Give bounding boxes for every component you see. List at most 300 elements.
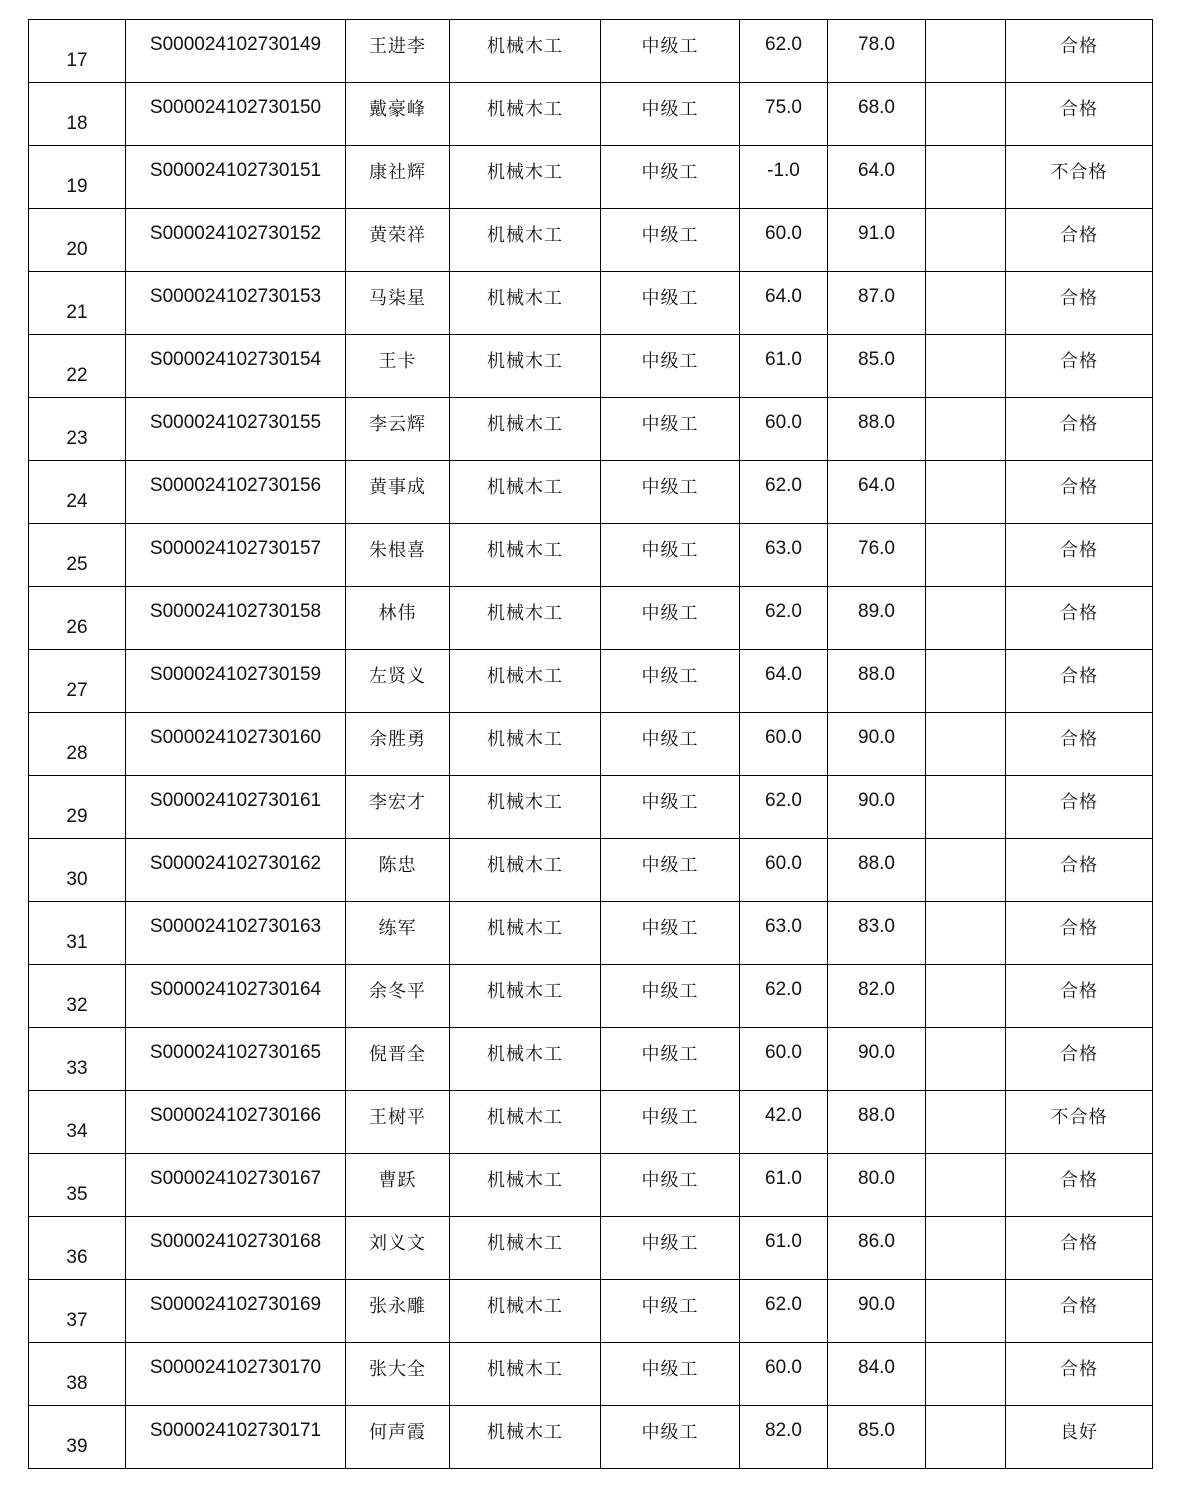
table-row — [29, 1280, 1153, 1343]
practical-score-text: 64.0 — [858, 475, 895, 496]
blank-cell — [926, 587, 1006, 650]
result-cell — [1006, 1280, 1153, 1343]
table-row — [29, 83, 1153, 146]
candidate-name-cell — [346, 272, 450, 335]
row-number-cell: 22 — [29, 335, 126, 398]
candidate-id-text: S000024102730159 — [149, 664, 322, 685]
trade-cell — [450, 965, 601, 1028]
results-table — [28, 19, 1153, 1469]
candidate-name-cell — [346, 335, 450, 398]
theory-score-text: 75.0 — [765, 97, 802, 118]
candidate-id-cell — [126, 1091, 346, 1154]
trade-cell — [450, 1280, 601, 1343]
candidate-id-text: S000024102730151 — [149, 160, 322, 181]
candidate-name-cell — [346, 1154, 450, 1217]
blank-cell — [926, 20, 1006, 83]
theory-score-cell — [740, 209, 828, 272]
theory-score-cell — [740, 1154, 828, 1217]
practical-score-cell — [828, 335, 926, 398]
result-cell — [1006, 650, 1153, 713]
trade-cell — [450, 650, 601, 713]
blank-cell — [926, 776, 1006, 839]
blank-cell — [926, 902, 1006, 965]
candidate-name-text: 黄事成 — [369, 477, 426, 498]
result-text: 合格 — [1060, 477, 1098, 498]
table-row — [29, 650, 1153, 713]
result-text: 合格 — [1060, 99, 1098, 120]
result-cell — [1006, 1028, 1153, 1091]
trade-text: 机械木工 — [487, 1044, 563, 1065]
practical-score-cell — [828, 650, 926, 713]
theory-score-text: 64.0 — [765, 664, 802, 685]
blank-cell — [926, 1406, 1006, 1469]
theory-score-cell — [740, 461, 828, 524]
trade-cell — [450, 1091, 601, 1154]
blank-cell — [926, 209, 1006, 272]
theory-score-cell — [740, 1217, 828, 1280]
theory-score-cell — [740, 1406, 828, 1469]
level-cell — [601, 1217, 740, 1280]
candidate-name-cell — [346, 650, 450, 713]
level-cell — [601, 1280, 740, 1343]
trade-text: 机械木工 — [487, 288, 563, 309]
candidate-name-text: 陈忠 — [378, 855, 417, 876]
trade-cell — [450, 1406, 601, 1469]
result-text: 合格 — [1060, 36, 1098, 57]
result-cell — [1006, 209, 1153, 272]
blank-cell — [926, 83, 1006, 146]
row-number-cell: 39 — [29, 1406, 126, 1469]
trade-text: 机械木工 — [487, 1422, 563, 1443]
result-cell — [1006, 713, 1153, 776]
theory-score-cell — [740, 1280, 828, 1343]
candidate-name-text: 林伟 — [378, 603, 417, 624]
theory-score-text: 62.0 — [765, 34, 802, 55]
candidate-id-text: S000024102730165 — [149, 1042, 322, 1063]
candidate-id-cell — [126, 398, 346, 461]
candidate-id-text: S000024102730166 — [149, 1105, 322, 1126]
result-cell — [1006, 20, 1153, 83]
table-row — [29, 713, 1153, 776]
result-cell — [1006, 146, 1153, 209]
theory-score-cell — [740, 398, 828, 461]
candidate-name-text: 左贤义 — [369, 666, 426, 687]
table-row — [29, 902, 1153, 965]
result-text: 不合格 — [1050, 162, 1108, 183]
level-cell — [601, 1028, 740, 1091]
row-number-cell: 29 — [29, 776, 126, 839]
result-cell — [1006, 1406, 1153, 1469]
table-row — [29, 839, 1153, 902]
theory-score-text: 63.0 — [765, 916, 802, 937]
candidate-id-cell — [126, 1217, 346, 1280]
level-text: 中级工 — [641, 981, 699, 1002]
practical-score-text: 64.0 — [858, 160, 895, 181]
theory-score-text: 62.0 — [765, 601, 802, 622]
candidate-id-cell — [126, 650, 346, 713]
theory-score-cell — [740, 776, 828, 839]
candidate-name-text: 王进李 — [369, 36, 426, 57]
blank-cell — [926, 1028, 1006, 1091]
blank-cell — [926, 1343, 1006, 1406]
theory-score-text: 62.0 — [765, 790, 802, 811]
table-row — [29, 524, 1153, 587]
candidate-id-cell — [126, 713, 346, 776]
trade-cell — [450, 902, 601, 965]
table-row — [29, 335, 1153, 398]
level-cell — [601, 335, 740, 398]
blank-cell — [926, 1091, 1006, 1154]
candidate-id-cell — [126, 1343, 346, 1406]
candidate-id-cell — [126, 146, 346, 209]
result-text: 不合格 — [1050, 1107, 1108, 1128]
practical-score-cell — [828, 1154, 926, 1217]
candidate-id-cell — [126, 1406, 346, 1469]
result-cell — [1006, 776, 1153, 839]
level-text: 中级工 — [641, 225, 699, 246]
theory-score-cell — [740, 83, 828, 146]
result-cell — [1006, 1217, 1153, 1280]
practical-score-text: 84.0 — [858, 1357, 895, 1378]
candidate-name-text: 何声霞 — [369, 1422, 426, 1443]
candidate-id-text: S000024102730155 — [149, 412, 322, 433]
level-cell — [601, 209, 740, 272]
level-text: 中级工 — [641, 36, 699, 57]
candidate-id-cell — [126, 20, 346, 83]
candidate-id-text: S000024102730163 — [149, 916, 322, 937]
blank-cell — [926, 965, 1006, 1028]
theory-score-text: 61.0 — [765, 349, 802, 370]
level-text: 中级工 — [641, 1170, 699, 1191]
candidate-name-cell — [346, 839, 450, 902]
theory-score-cell — [740, 650, 828, 713]
practical-score-text: 90.0 — [858, 790, 895, 811]
candidate-id-cell — [126, 839, 346, 902]
level-text: 中级工 — [641, 477, 699, 498]
candidate-id-text: S000024102730168 — [149, 1231, 322, 1252]
trade-text: 机械木工 — [487, 225, 563, 246]
practical-score-cell — [828, 272, 926, 335]
candidate-id-text: S000024102730157 — [149, 538, 322, 559]
row-number-cell: 38 — [29, 1343, 126, 1406]
blank-cell — [926, 839, 1006, 902]
candidate-name-text: 刘义文 — [369, 1233, 426, 1254]
row-number-cell: 20 — [29, 209, 126, 272]
candidate-name-cell — [346, 461, 450, 524]
practical-score-text: 88.0 — [858, 853, 895, 874]
candidate-id-cell — [126, 209, 346, 272]
trade-cell — [450, 461, 601, 524]
trade-text: 机械木工 — [487, 540, 563, 561]
result-text: 合格 — [1060, 792, 1098, 813]
theory-score-cell — [740, 902, 828, 965]
candidate-name-text: 张大全 — [369, 1359, 426, 1380]
result-cell — [1006, 1343, 1153, 1406]
result-text: 合格 — [1060, 1170, 1098, 1191]
candidate-name-text: 康社辉 — [369, 162, 426, 183]
blank-cell — [926, 398, 1006, 461]
trade-cell — [450, 524, 601, 587]
result-text: 合格 — [1060, 918, 1098, 939]
level-cell — [601, 272, 740, 335]
practical-score-cell — [828, 839, 926, 902]
level-text: 中级工 — [641, 1359, 699, 1380]
theory-score-text: 61.0 — [765, 1168, 802, 1189]
practical-score-text: 87.0 — [858, 286, 895, 307]
candidate-id-cell — [126, 335, 346, 398]
row-number-cell: 25 — [29, 524, 126, 587]
candidate-name-text: 余胜勇 — [369, 729, 426, 750]
trade-cell — [450, 839, 601, 902]
candidate-id-cell — [126, 1028, 346, 1091]
candidate-id-cell — [126, 776, 346, 839]
table-row — [29, 272, 1153, 335]
practical-score-cell — [828, 146, 926, 209]
trade-text: 机械木工 — [487, 792, 563, 813]
candidate-name-cell — [346, 209, 450, 272]
theory-score-text: 64.0 — [765, 286, 802, 307]
candidate-id-cell — [126, 1154, 346, 1217]
theory-score-cell — [740, 272, 828, 335]
row-number-cell: 28 — [29, 713, 126, 776]
practical-score-cell — [828, 1091, 926, 1154]
result-cell — [1006, 1154, 1153, 1217]
candidate-name-text: 李云辉 — [369, 414, 426, 435]
level-cell — [601, 965, 740, 1028]
candidate-id-text: S000024102730158 — [149, 601, 322, 622]
trade-cell — [450, 398, 601, 461]
row-number-cell: 31 — [29, 902, 126, 965]
theory-score-text: -1.0 — [767, 160, 800, 181]
candidate-name-text: 朱根喜 — [369, 540, 426, 561]
practical-score-cell — [828, 1217, 926, 1280]
result-cell — [1006, 587, 1153, 650]
practical-score-cell — [828, 1280, 926, 1343]
theory-score-text: 62.0 — [765, 475, 802, 496]
candidate-id-text: S000024102730150 — [149, 97, 322, 118]
candidate-name-cell — [346, 587, 450, 650]
result-text: 合格 — [1060, 1233, 1098, 1254]
trade-cell — [450, 1028, 601, 1091]
level-text: 中级工 — [641, 351, 699, 372]
trade-text: 机械木工 — [487, 351, 563, 372]
result-cell — [1006, 965, 1153, 1028]
candidate-name-text: 倪晋全 — [369, 1044, 426, 1065]
result-cell — [1006, 398, 1153, 461]
practical-score-text: 68.0 — [858, 97, 895, 118]
level-cell — [601, 650, 740, 713]
table-body — [29, 20, 1153, 1469]
level-text: 中级工 — [641, 1044, 699, 1065]
table-row — [29, 146, 1153, 209]
candidate-name-cell — [346, 83, 450, 146]
candidate-id-text: S000024102730154 — [149, 349, 322, 370]
candidate-id-text: S000024102730149 — [149, 34, 322, 55]
candidate-id-cell — [126, 524, 346, 587]
level-text: 中级工 — [641, 1233, 699, 1254]
result-text: 合格 — [1060, 1359, 1098, 1380]
practical-score-cell — [828, 83, 926, 146]
row-number-cell: 33 — [29, 1028, 126, 1091]
table-row — [29, 398, 1153, 461]
blank-cell — [926, 272, 1006, 335]
blank-cell — [926, 335, 1006, 398]
theory-score-cell — [740, 1343, 828, 1406]
result-text: 合格 — [1060, 414, 1098, 435]
practical-score-text: 88.0 — [858, 412, 895, 433]
candidate-id-text: S000024102730169 — [149, 1294, 322, 1315]
trade-cell — [450, 20, 601, 83]
practical-score-text: 88.0 — [858, 664, 895, 685]
candidate-id-text: S000024102730162 — [149, 853, 322, 874]
trade-cell — [450, 335, 601, 398]
level-text: 中级工 — [641, 288, 699, 309]
theory-score-text: 60.0 — [765, 1042, 802, 1063]
trade-text: 机械木工 — [487, 981, 563, 1002]
theory-score-cell — [740, 20, 828, 83]
level-cell — [601, 83, 740, 146]
theory-score-text: 42.0 — [765, 1105, 802, 1126]
table-row — [29, 1091, 1153, 1154]
result-text: 良好 — [1060, 1422, 1098, 1443]
level-text: 中级工 — [641, 666, 699, 687]
row-number-cell: 23 — [29, 398, 126, 461]
level-cell — [601, 1343, 740, 1406]
row-number-cell: 27 — [29, 650, 126, 713]
result-text: 合格 — [1060, 1044, 1098, 1065]
level-cell — [601, 713, 740, 776]
row-number-cell: 32 — [29, 965, 126, 1028]
candidate-id-text: S000024102730152 — [149, 223, 322, 244]
practical-score-cell — [828, 398, 926, 461]
theory-score-text: 60.0 — [765, 853, 802, 874]
theory-score-text: 61.0 — [765, 1231, 802, 1252]
theory-score-cell — [740, 1091, 828, 1154]
table-row — [29, 1343, 1153, 1406]
result-cell — [1006, 1091, 1153, 1154]
row-number-cell: 37 — [29, 1280, 126, 1343]
level-cell — [601, 1406, 740, 1469]
result-text: 合格 — [1060, 351, 1098, 372]
practical-score-text: 90.0 — [858, 1294, 895, 1315]
practical-score-cell — [828, 1406, 926, 1469]
result-cell — [1006, 83, 1153, 146]
practical-score-cell — [828, 209, 926, 272]
trade-text: 机械木工 — [487, 36, 563, 57]
candidate-id-cell — [126, 902, 346, 965]
level-cell — [601, 20, 740, 83]
candidate-name-text: 李宏才 — [369, 792, 426, 813]
trade-text: 机械木工 — [487, 729, 563, 750]
level-text: 中级工 — [641, 540, 699, 561]
level-text: 中级工 — [641, 1107, 699, 1128]
candidate-name-cell — [346, 1091, 450, 1154]
trade-cell — [450, 1217, 601, 1280]
row-number-cell: 21 — [29, 272, 126, 335]
trade-cell — [450, 587, 601, 650]
candidate-name-cell — [346, 20, 450, 83]
practical-score-cell — [828, 902, 926, 965]
trade-cell — [450, 209, 601, 272]
level-cell — [601, 1154, 740, 1217]
trade-text: 机械木工 — [487, 918, 563, 939]
result-text: 合格 — [1060, 981, 1098, 1002]
blank-cell — [926, 461, 1006, 524]
theory-score-cell — [740, 524, 828, 587]
theory-score-cell — [740, 335, 828, 398]
level-text: 中级工 — [641, 1422, 699, 1443]
result-cell — [1006, 335, 1153, 398]
table-row — [29, 1028, 1153, 1091]
practical-score-cell — [828, 1343, 926, 1406]
practical-score-text: 76.0 — [858, 538, 895, 559]
candidate-name-cell — [346, 776, 450, 839]
practical-score-text: 88.0 — [858, 1105, 895, 1126]
level-text: 中级工 — [641, 729, 699, 750]
candidate-id-text: S000024102730161 — [149, 790, 322, 811]
result-cell — [1006, 902, 1153, 965]
level-cell — [601, 461, 740, 524]
level-text: 中级工 — [641, 792, 699, 813]
candidate-id-cell — [126, 461, 346, 524]
table-row — [29, 1406, 1153, 1469]
trade-cell — [450, 1343, 601, 1406]
level-text: 中级工 — [641, 603, 699, 624]
candidate-id-text: S000024102730153 — [149, 286, 322, 307]
trade-cell — [450, 1154, 601, 1217]
trade-cell — [450, 146, 601, 209]
trade-cell — [450, 83, 601, 146]
candidate-name-text: 余冬平 — [369, 981, 426, 1002]
level-cell — [601, 146, 740, 209]
candidate-name-text: 王树平 — [369, 1107, 426, 1128]
trade-cell — [450, 272, 601, 335]
trade-cell — [450, 713, 601, 776]
candidate-id-text: S000024102730164 — [149, 979, 322, 1000]
table-row — [29, 776, 1153, 839]
row-number-cell: 30 — [29, 839, 126, 902]
level-text: 中级工 — [641, 1296, 699, 1317]
theory-score-cell — [740, 1028, 828, 1091]
level-cell — [601, 398, 740, 461]
practical-score-text: 90.0 — [858, 727, 895, 748]
level-text: 中级工 — [641, 99, 699, 120]
practical-score-text: 82.0 — [858, 979, 895, 1000]
practical-score-cell — [828, 776, 926, 839]
row-number-cell: 36 — [29, 1217, 126, 1280]
level-cell — [601, 587, 740, 650]
candidate-id-text: S000024102730156 — [149, 475, 322, 496]
level-cell — [601, 839, 740, 902]
result-text: 合格 — [1060, 225, 1098, 246]
candidate-id-text: S000024102730167 — [149, 1168, 322, 1189]
theory-score-text: 63.0 — [765, 538, 802, 559]
candidate-name-cell — [346, 713, 450, 776]
candidate-id-text: S000024102730171 — [149, 1420, 322, 1441]
candidate-name-text: 戴豪峰 — [369, 99, 426, 120]
blank-cell — [926, 1280, 1006, 1343]
result-text: 合格 — [1060, 540, 1098, 561]
candidate-name-cell — [346, 146, 450, 209]
candidate-name-text: 练军 — [378, 918, 417, 939]
result-text: 合格 — [1060, 288, 1098, 309]
practical-score-text: 90.0 — [858, 1042, 895, 1063]
candidate-name-cell — [346, 965, 450, 1028]
theory-score-cell — [740, 839, 828, 902]
practical-score-cell — [828, 1028, 926, 1091]
result-cell — [1006, 839, 1153, 902]
practical-score-cell — [828, 524, 926, 587]
